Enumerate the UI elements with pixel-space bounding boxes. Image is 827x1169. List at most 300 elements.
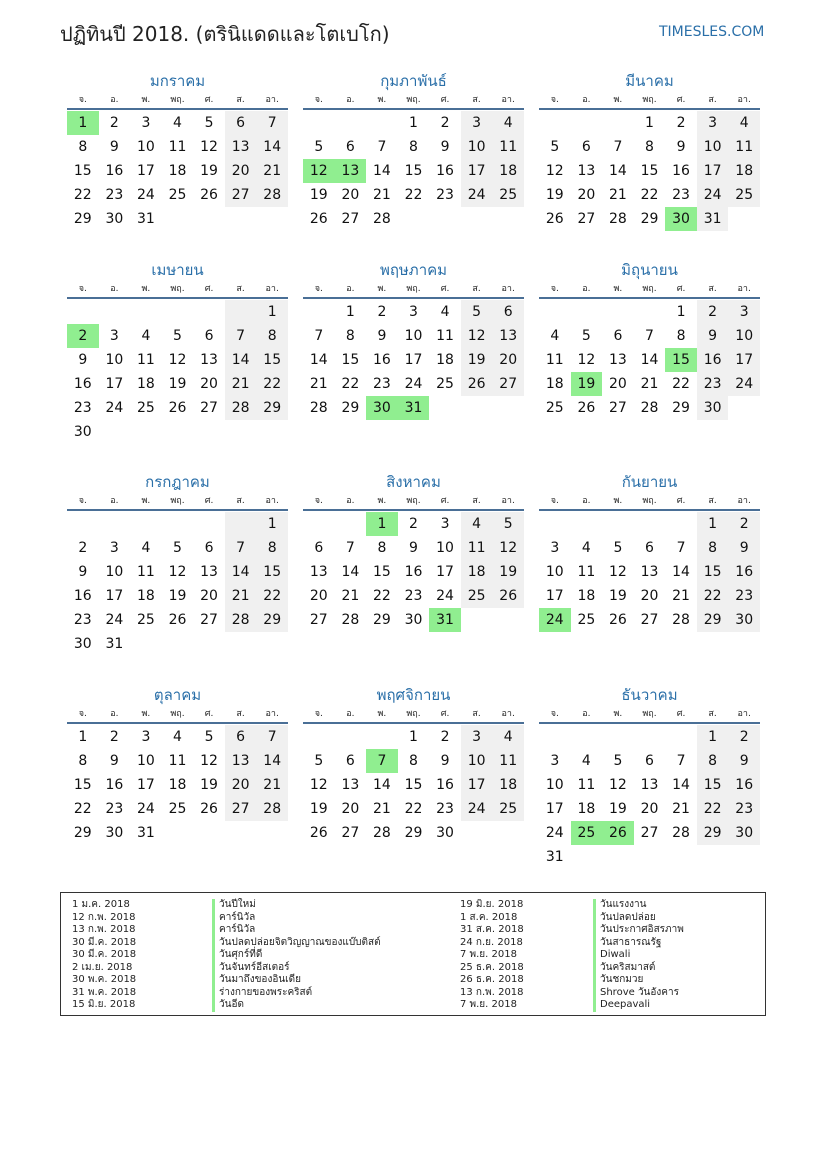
day-cell: 5 xyxy=(173,328,182,344)
day-cell: 10 xyxy=(105,352,124,368)
day-cell: 4 xyxy=(173,115,182,131)
holiday-date: 31 ส.ค. 2018 xyxy=(460,924,524,935)
day-grid xyxy=(303,111,524,231)
day-cell: 14 xyxy=(341,564,360,580)
day-cell: 15 xyxy=(697,773,729,797)
month-block xyxy=(67,259,288,444)
empty-cell xyxy=(67,512,99,536)
day-cell: 7 xyxy=(645,328,654,344)
weekday-label: อ. xyxy=(582,496,591,506)
weekday-label: อ. xyxy=(110,284,119,294)
day-cell: 9 xyxy=(409,540,418,556)
weekday-header xyxy=(539,493,760,511)
day-cell: 23 xyxy=(728,584,760,608)
day-cell: 29 xyxy=(404,825,423,841)
weekday-header xyxy=(67,281,288,299)
day-cell: 30 xyxy=(404,612,423,628)
holiday-day-cell: 7 xyxy=(366,749,398,773)
day-cell: 1 xyxy=(697,725,729,749)
day-cell: 29 xyxy=(672,400,690,416)
day-cell: 26 xyxy=(577,400,596,416)
day-cell: 23 xyxy=(105,187,124,203)
empty-cell xyxy=(130,300,162,324)
day-cell: 29 xyxy=(256,608,288,632)
day-cell: 25 xyxy=(492,183,524,207)
day-cell: 15 xyxy=(256,560,288,584)
day-cell: 9 xyxy=(78,352,88,368)
day-cell: 1 xyxy=(78,729,88,745)
day-cell: 12 xyxy=(609,564,627,580)
day-cell: 11 xyxy=(436,328,454,344)
day-cell: 19 xyxy=(609,801,627,817)
empty-cell xyxy=(99,300,131,324)
weekday-label: อา. xyxy=(737,95,751,105)
day-cell: 26 xyxy=(200,801,218,817)
day-cell: 6 xyxy=(204,540,214,556)
page-title: ปฏิทินปี 2018. (ตรินิแดดและโตเบโก) xyxy=(60,22,390,46)
day-cell: 28 xyxy=(373,825,391,841)
weekday-header xyxy=(303,92,524,110)
day-cell: 26 xyxy=(168,400,187,416)
empty-cell xyxy=(193,300,225,324)
day-cell: 21 xyxy=(640,376,659,392)
day-cell: 4 xyxy=(581,753,591,769)
weekday-label: จ. xyxy=(314,709,323,719)
holiday-day-cell: 25 xyxy=(571,821,603,845)
month-name: พฤษภาคม xyxy=(379,261,448,279)
day-grid xyxy=(539,300,760,420)
weekday-header xyxy=(67,706,288,724)
day-cell: 20 xyxy=(225,159,257,183)
empty-cell xyxy=(602,512,634,536)
day-cell: 3 xyxy=(409,304,418,320)
day-cell: 1 xyxy=(409,115,418,131)
day-cell: 26 xyxy=(492,584,524,608)
empty-cell xyxy=(335,111,367,135)
day-cell: 17 xyxy=(105,588,124,604)
day-cell: 2 xyxy=(78,540,88,556)
day-cell: 14 xyxy=(672,777,690,793)
day-cell: 5 xyxy=(314,139,324,155)
day-cell: 8 xyxy=(697,749,729,773)
day-cell: 31 xyxy=(137,825,155,841)
weekday-label: พฤ. xyxy=(170,95,185,105)
holiday-day-cell: 2 xyxy=(67,324,99,348)
day-cell: 21 xyxy=(609,187,627,203)
holiday-list xyxy=(60,892,766,1016)
day-cell: 13 xyxy=(341,777,360,793)
month-name: พฤศจิกายน xyxy=(376,686,451,704)
holiday-name: คาร์นิวัล xyxy=(212,924,255,937)
day-cell: 29 xyxy=(697,608,729,632)
month-name: กุมภาพันธ์ xyxy=(380,72,447,90)
weekday-label: อา. xyxy=(501,496,515,506)
day-cell: 25 xyxy=(436,376,454,392)
holiday-name: วันศุกร์ที่ดี xyxy=(212,949,262,962)
day-cell: 22 xyxy=(672,376,690,392)
day-cell: 9 xyxy=(109,139,119,155)
day-cell: 13 xyxy=(640,564,659,580)
holiday-date: 1 ม.ค. 2018 xyxy=(72,899,130,910)
weekday-label: จ. xyxy=(78,95,87,105)
day-cell: 3 xyxy=(440,516,450,532)
day-cell: 18 xyxy=(545,376,564,392)
day-cell: 2 xyxy=(440,729,450,745)
day-cell: 11 xyxy=(577,564,596,580)
day-cell: 19 xyxy=(309,187,328,203)
day-cell: 19 xyxy=(609,588,627,604)
day-cell: 9 xyxy=(109,753,119,769)
weekday-label: ส. xyxy=(236,496,245,506)
weekday-label: พ. xyxy=(377,496,387,506)
holiday-date: 7 พ.ย. 2018 xyxy=(460,999,517,1010)
weekday-label: ศ. xyxy=(676,95,686,105)
holiday-date: 31 พ.ค. 2018 xyxy=(72,986,137,998)
site-brand-link[interactable]: TIMESLES.COM xyxy=(659,24,765,40)
day-cell: 20 xyxy=(640,801,659,817)
empty-cell xyxy=(571,725,603,749)
day-cell: 26 xyxy=(168,612,187,628)
day-cell: 20 xyxy=(640,588,659,604)
day-cell: 30 xyxy=(728,608,760,632)
holiday-day-cell: 12 xyxy=(303,159,335,183)
day-cell: 18 xyxy=(168,777,187,793)
day-cell: 6 xyxy=(225,111,257,135)
day-cell: 5 xyxy=(550,139,560,155)
day-cell: 21 xyxy=(225,584,257,608)
day-cell: 20 xyxy=(609,376,627,392)
day-cell: 9 xyxy=(78,564,88,580)
day-cell: 5 xyxy=(461,300,493,324)
day-cell: 16 xyxy=(728,773,760,797)
weekday-label: ศ. xyxy=(204,496,214,506)
day-cell: 5 xyxy=(492,512,524,536)
day-cell: 15 xyxy=(373,564,391,580)
weekday-label: จ. xyxy=(78,709,87,719)
day-cell: 25 xyxy=(577,612,596,628)
day-cell: 15 xyxy=(404,163,423,179)
day-cell: 17 xyxy=(137,163,155,179)
day-cell: 15 xyxy=(73,163,92,179)
weekday-label: ศ. xyxy=(204,95,214,105)
weekday-label: ส. xyxy=(708,496,717,506)
day-cell: 11 xyxy=(577,777,596,793)
day-cell: 2 xyxy=(728,512,760,536)
weekday-label: จ. xyxy=(314,95,323,105)
weekday-header xyxy=(539,281,760,299)
day-cell: 12 xyxy=(168,564,187,580)
day-cell: 25 xyxy=(492,797,524,821)
day-cell: 27 xyxy=(609,400,627,416)
day-cell: 3 xyxy=(109,540,119,556)
holiday-day-cell: 15 xyxy=(665,348,697,372)
day-cell: 7 xyxy=(676,540,686,556)
holiday-day-cell: 30 xyxy=(665,207,697,231)
holiday-date: 30 พ.ค. 2018 xyxy=(72,974,137,985)
holiday-date: 2 เม.ย. 2018 xyxy=(72,961,133,973)
month-name: มกราคม xyxy=(149,72,206,90)
day-cell: 20 xyxy=(341,801,360,817)
empty-cell xyxy=(665,512,697,536)
day-cell: 10 xyxy=(137,139,155,155)
day-cell: 3 xyxy=(141,115,151,131)
day-cell: 22 xyxy=(256,584,288,608)
holiday-day-cell: 1 xyxy=(366,512,398,536)
month-block xyxy=(539,471,760,632)
day-cell: 23 xyxy=(404,588,423,604)
weekday-label: พ. xyxy=(613,496,623,506)
day-cell: 31 xyxy=(697,207,729,231)
day-cell: 6 xyxy=(314,540,324,556)
empty-cell xyxy=(571,512,603,536)
day-cell: 21 xyxy=(373,801,391,817)
day-cell: 4 xyxy=(492,111,524,135)
day-cell: 4 xyxy=(440,304,450,320)
day-grid xyxy=(303,300,524,420)
day-grid xyxy=(67,512,288,656)
weekday-label: ส. xyxy=(708,709,717,719)
weekday-label: พฤ. xyxy=(406,284,421,294)
holiday-date: 30 มี.ค. 2018 xyxy=(72,949,137,960)
weekday-label: ศ. xyxy=(440,95,450,105)
month-block xyxy=(67,684,288,845)
day-cell: 26 xyxy=(200,187,218,203)
month-block xyxy=(67,70,288,231)
day-cell: 23 xyxy=(73,612,92,628)
day-cell: 24 xyxy=(137,187,155,203)
holiday-day-cell: 31 xyxy=(398,396,430,420)
weekday-label: อ. xyxy=(346,284,355,294)
day-cell: 10 xyxy=(105,564,124,580)
weekday-label: อา. xyxy=(265,95,279,105)
day-cell: 24 xyxy=(461,797,493,821)
day-cell: 28 xyxy=(640,400,659,416)
day-cell: 8 xyxy=(676,328,686,344)
day-grid xyxy=(67,725,288,845)
empty-cell xyxy=(602,111,634,135)
day-cell: 14 xyxy=(225,560,257,584)
day-cell: 23 xyxy=(672,187,690,203)
day-cell: 9 xyxy=(728,536,760,560)
day-cell: 19 xyxy=(492,560,524,584)
day-cell: 3 xyxy=(550,540,560,556)
day-cell: 29 xyxy=(73,211,92,227)
day-cell: 9 xyxy=(377,328,387,344)
day-cell: 20 xyxy=(309,588,328,604)
day-cell: 23 xyxy=(73,400,92,416)
holiday-name: วันปลดปล่อย xyxy=(593,912,656,925)
day-cell: 25 xyxy=(461,584,493,608)
weekday-header xyxy=(303,281,524,299)
day-cell: 10 xyxy=(461,135,493,159)
empty-cell xyxy=(162,512,194,536)
month-name: เมษายน xyxy=(151,261,204,279)
holiday-name: วันประกาศอิสรภาพ xyxy=(593,924,684,937)
day-cell: 7 xyxy=(676,753,686,769)
holiday-name: วันชกมวย xyxy=(593,974,643,987)
weekday-header xyxy=(539,706,760,724)
weekday-header xyxy=(67,92,288,110)
day-cell: 5 xyxy=(204,115,214,131)
day-cell: 20 xyxy=(200,588,218,604)
day-cell: 28 xyxy=(225,608,257,632)
holiday-date: 30 มี.ค. 2018 xyxy=(72,936,137,948)
day-grid xyxy=(67,300,288,444)
holiday-day-cell: 13 xyxy=(335,159,367,183)
day-cell: 17 xyxy=(545,588,564,604)
day-cell: 6 xyxy=(345,753,355,769)
weekday-label: พ. xyxy=(613,95,623,105)
day-cell: 16 xyxy=(373,352,391,368)
day-cell: 19 xyxy=(545,187,564,203)
weekday-label: อ. xyxy=(582,95,591,105)
day-cell: 8 xyxy=(256,536,288,560)
day-cell: 29 xyxy=(373,612,391,628)
day-cell: 13 xyxy=(609,352,627,368)
holiday-name: วันสาธารณรัฐ xyxy=(593,937,661,950)
weekday-label: ส. xyxy=(472,496,481,506)
weekday-label: พ. xyxy=(377,709,387,719)
day-cell: 12 xyxy=(461,324,493,348)
weekday-label: ศ. xyxy=(676,284,686,294)
weekday-header xyxy=(303,493,524,511)
day-cell: 4 xyxy=(728,111,760,135)
day-cell: 12 xyxy=(492,536,524,560)
day-cell: 20 xyxy=(200,376,218,392)
holiday-name: Shrove วันอังคาร xyxy=(593,987,679,1000)
empty-cell xyxy=(571,300,603,324)
empty-cell xyxy=(634,300,666,324)
day-cell: 23 xyxy=(728,797,760,821)
day-cell: 5 xyxy=(204,729,214,745)
day-cell: 5 xyxy=(581,328,591,344)
day-cell: 14 xyxy=(609,163,627,179)
weekday-label: จ. xyxy=(314,284,323,294)
weekday-label: ส. xyxy=(236,95,245,105)
holiday-day-cell: 31 xyxy=(429,608,461,632)
day-cell: 1 xyxy=(256,512,288,536)
day-cell: 7 xyxy=(256,111,288,135)
weekday-label: อา. xyxy=(265,284,279,294)
day-cell: 24 xyxy=(545,825,564,841)
day-cell: 5 xyxy=(613,753,623,769)
day-cell: 27 xyxy=(225,797,257,821)
day-cell: 28 xyxy=(256,797,288,821)
day-cell: 8 xyxy=(78,753,88,769)
weekday-label: พฤ. xyxy=(406,496,421,506)
day-cell: 16 xyxy=(73,588,92,604)
month-block xyxy=(303,70,524,231)
day-cell: 14 xyxy=(373,777,391,793)
day-cell: 18 xyxy=(577,588,596,604)
day-cell: 29 xyxy=(73,825,92,841)
day-cell: 20 xyxy=(492,348,524,372)
day-cell: 17 xyxy=(436,564,454,580)
day-cell: 24 xyxy=(697,183,729,207)
day-cell: 6 xyxy=(581,139,591,155)
day-cell: 18 xyxy=(168,163,187,179)
day-cell: 14 xyxy=(373,163,391,179)
day-cell: 17 xyxy=(404,352,423,368)
day-cell: 21 xyxy=(225,372,257,396)
day-cell: 4 xyxy=(492,725,524,749)
day-cell: 17 xyxy=(697,159,729,183)
day-cell: 14 xyxy=(640,352,659,368)
weekday-label: ส. xyxy=(472,709,481,719)
day-cell: 17 xyxy=(461,159,493,183)
weekday-label: ศ. xyxy=(204,284,214,294)
day-cell: 5 xyxy=(613,540,623,556)
weekday-label: อ. xyxy=(110,95,119,105)
day-cell: 6 xyxy=(492,300,524,324)
weekday-label: ศ. xyxy=(440,709,450,719)
weekday-label: อ. xyxy=(110,496,119,506)
day-cell: 24 xyxy=(728,372,760,396)
weekday-label: พ. xyxy=(141,95,151,105)
day-cell: 7 xyxy=(377,139,387,155)
day-cell: 15 xyxy=(73,777,92,793)
weekday-label: พฤ. xyxy=(406,709,421,719)
day-cell: 24 xyxy=(404,376,423,392)
day-cell: 29 xyxy=(256,396,288,420)
day-cell: 8 xyxy=(78,139,88,155)
day-cell: 14 xyxy=(256,135,288,159)
day-cell: 11 xyxy=(137,564,155,580)
weekday-label: อ. xyxy=(582,709,591,719)
weekday-label: พ. xyxy=(141,709,151,719)
day-cell: 23 xyxy=(697,372,729,396)
day-cell: 28 xyxy=(309,400,328,416)
day-cell: 23 xyxy=(373,376,391,392)
day-cell: 21 xyxy=(256,159,288,183)
day-cell: 2 xyxy=(697,300,729,324)
empty-cell xyxy=(634,512,666,536)
day-cell: 9 xyxy=(728,749,760,773)
day-cell: 12 xyxy=(609,777,627,793)
holiday-date: 26 ธ.ค. 2018 xyxy=(460,974,524,985)
day-cell: 17 xyxy=(105,376,124,392)
day-cell: 30 xyxy=(73,424,92,440)
weekday-label: พ. xyxy=(377,284,387,294)
day-cell: 23 xyxy=(105,801,124,817)
holiday-name: คาร์นิวัล xyxy=(212,912,255,925)
day-cell: 27 xyxy=(640,825,659,841)
empty-cell xyxy=(130,512,162,536)
weekday-label: อ. xyxy=(582,284,591,294)
day-cell: 18 xyxy=(492,159,524,183)
day-cell: 9 xyxy=(440,139,450,155)
day-cell: 19 xyxy=(200,777,218,793)
day-cell: 6 xyxy=(645,753,654,769)
weekday-label: ศ. xyxy=(440,284,450,294)
day-cell: 27 xyxy=(200,612,218,628)
weekday-label: อา. xyxy=(501,284,515,294)
day-cell: 13 xyxy=(640,777,659,793)
day-cell: 25 xyxy=(728,183,760,207)
weekday-label: จ. xyxy=(550,95,559,105)
empty-cell xyxy=(366,725,398,749)
day-cell: 4 xyxy=(173,729,182,745)
day-cell: 8 xyxy=(409,753,418,769)
day-cell: 10 xyxy=(404,328,423,344)
day-cell: 24 xyxy=(105,612,124,628)
day-cell: 3 xyxy=(461,725,493,749)
empty-cell xyxy=(303,111,335,135)
day-cell: 16 xyxy=(436,163,454,179)
day-cell: 8 xyxy=(409,139,418,155)
day-cell: 4 xyxy=(141,540,151,556)
day-cell: 30 xyxy=(73,636,92,652)
